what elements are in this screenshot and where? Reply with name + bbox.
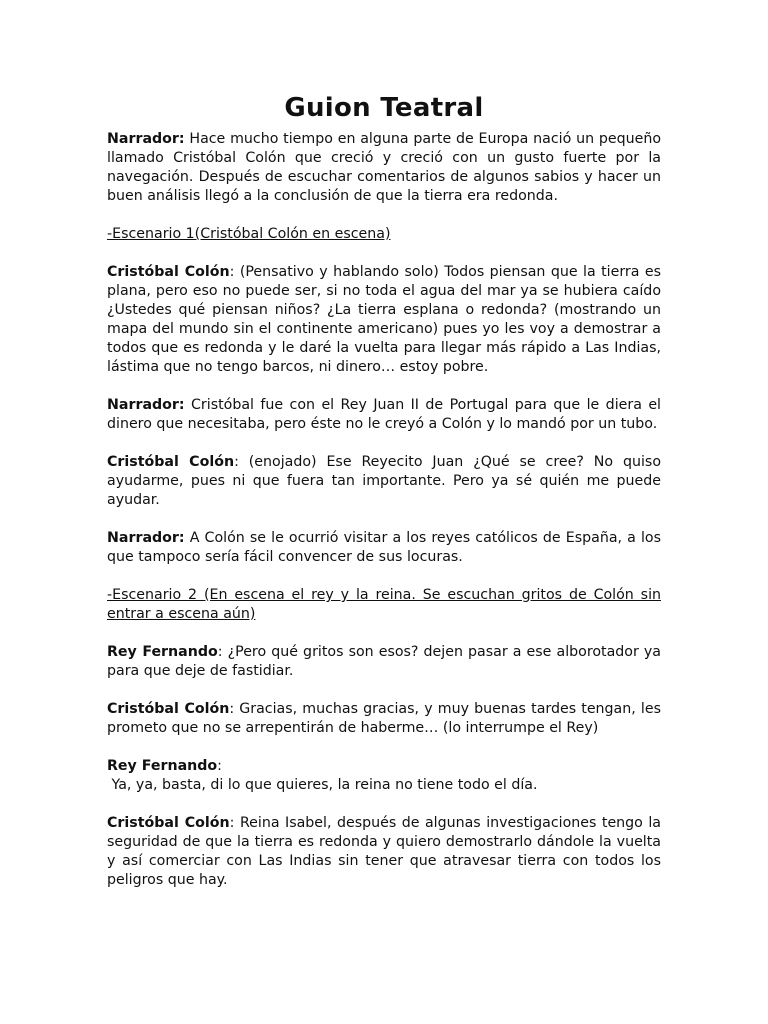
paragraph-text: : (enojado) Ese Reyecito Juan ¿Qué se cree? No quiso ayudarme, pues ni que fuera tan importante. Pero ya sé quién me puede ayudar.	[107, 454, 661, 508]
paragraph-text: A Colón se le ocurrió visitar a los reyes católicos de España, a los que tampoco sería fácil convencer de sus locuras.	[107, 530, 661, 565]
paragraph-colon-3	[107, 700, 661, 738]
paragraph-rey-2	[107, 757, 661, 795]
speaker-label: Cristóbal Colón	[107, 454, 235, 470]
speaker-label: Narrador:	[107, 131, 185, 147]
speaker-label: Rey Fernando	[107, 758, 218, 774]
paragraph-text: : (Pensativo y hablando solo) Todos piensan que la tierra es plana, pero eso no puede ser, si no toda el agua del mar ya se hubiera caído ¿Ustedes qué piensan niños? ¿La tierra esplana o redonda? (mostrando un mapa del mundo sin el continente americano) pues yo les voy a demostrar a todos que es redonda y le daré la vuelta para llegar más rápido a Las Indias, lástima que no tengo barcos, ni dinero… estoy pobre.	[107, 264, 662, 375]
paragraph-text: Hace mucho tiempo en alguna parte de Europa nació un pequeño llamado Cristóbal Colón que creció y creció con un gusto fuerte por la navegación. Después de escuchar comentarios de algunos sabios y hacer un buen análisis llegó a la conclusión de que la tierra era redonda.	[107, 131, 661, 204]
speaker-label: Narrador:	[107, 530, 185, 546]
speaker-label: Cristóbal Colón	[107, 815, 230, 831]
document-title: Guion Teatral	[284, 93, 484, 123]
paragraph-colon-2	[107, 453, 661, 510]
speaker-label: Rey Fernando	[107, 644, 218, 660]
scene-heading-2: -Escenario 2 (En escena el rey y la reina. Se escuchan gritos de Colón sin entrar a escena aún)	[107, 587, 661, 622]
paragraph-text: : Gracias, muchas gracias, y muy buenas tardes tengan, les prometo que no se arrepentirán de haberme… (lo interrumpe el Rey)	[107, 701, 661, 736]
paragraph-text: : Reina Isabel, después de algunas investigaciones tengo la seguridad de que la tierra es redonda y quiero demostrarlo dándole la vuelta y así comerciar con Las Indias sin tener que atravesar tierra con todos los peligros que hay.	[107, 815, 662, 888]
document-page	[107, 92, 661, 909]
speaker-label: Narrador:	[107, 397, 185, 413]
paragraph-narrador-3	[107, 529, 661, 567]
paragraph-narrador-2	[107, 396, 661, 434]
speaker-colon: :	[217, 758, 222, 774]
scene-heading-1: -Escenario 1(Cristóbal Colón en escena)	[107, 226, 391, 242]
speaker-label: Cristóbal Colón	[107, 701, 230, 717]
speaker-line	[107, 757, 661, 776]
paragraph-rey-1	[107, 643, 661, 681]
paragraph-text: Ya, ya, basta, di lo que quieres, la reina no tiene todo el día.	[107, 777, 538, 793]
paragraph-text: Cristóbal fue con el Rey Juan II de Portugal para que le diera el dinero que necesitaba, pero éste no le creyó a Colón y lo mandó por un tubo.	[107, 397, 661, 432]
paragraph-colon-4	[107, 814, 661, 890]
paragraph-narrador-1	[107, 130, 661, 206]
paragraph-colon-1	[107, 263, 661, 377]
paragraph-text: : ¿Pero qué gritos son esos? dejen pasar a ese alborotador ya para que deje de fastidiar.	[107, 644, 661, 679]
speaker-label: Cristóbal Colón	[107, 264, 230, 280]
